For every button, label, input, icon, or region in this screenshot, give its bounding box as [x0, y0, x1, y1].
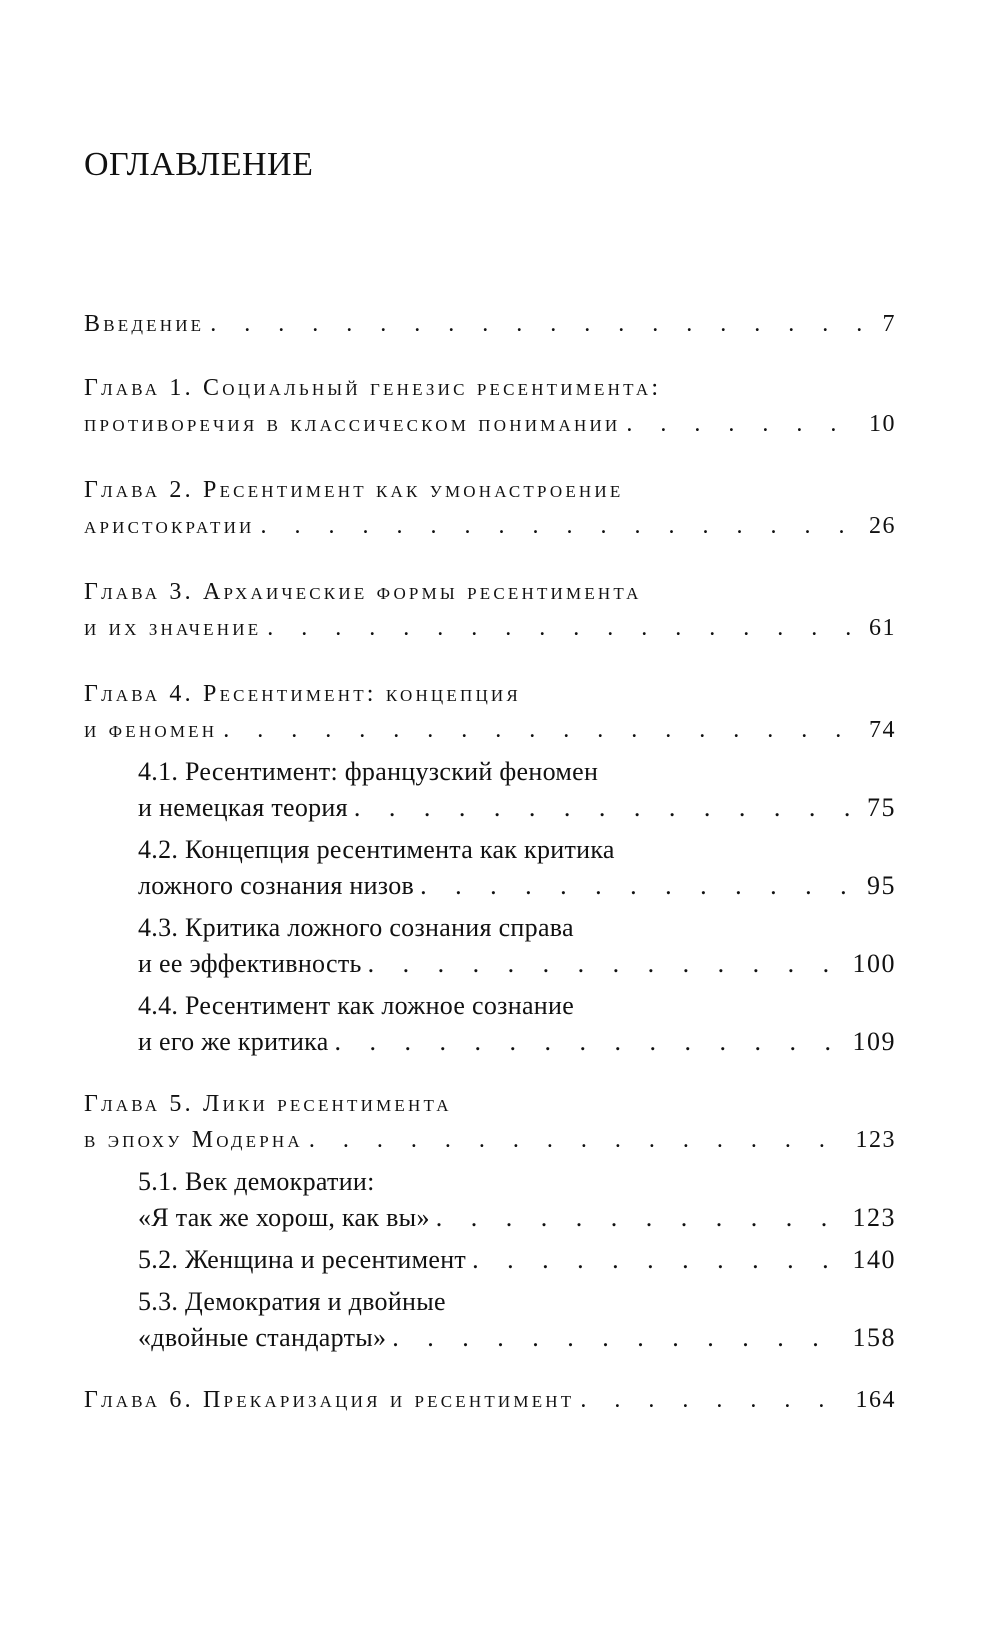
entry-title-continued: «Я так же хорош, как вы»	[138, 1203, 430, 1232]
page-title: ОГЛАВЛЕНИЕ	[84, 146, 314, 183]
entry-title: Глава 1. Социальный генезис ресентимента:	[84, 375, 662, 401]
dot-leader	[392, 1320, 846, 1356]
entry-title: 5.3. Демократия и двойные	[138, 1287, 446, 1316]
dot-leader	[354, 790, 861, 826]
page-number: 100	[852, 949, 896, 978]
dot-leader	[626, 406, 863, 442]
dot-leader	[420, 868, 861, 904]
entry-title: 5.1. Век демократии:	[138, 1167, 375, 1196]
entry-title: 4.3. Критика ложного сознания справа	[138, 913, 574, 942]
toc-entry-section-5-2[interactable]	[138, 1242, 896, 1278]
entry-title: 4.4. Ресентимент как ложное сознание	[138, 991, 575, 1020]
page-number: 61	[869, 615, 896, 641]
entry-title-continued: и его же критика	[138, 1027, 329, 1056]
page-number: 123	[855, 1127, 896, 1153]
page-number: 26	[869, 513, 896, 539]
toc-entry-section-5-1[interactable]	[138, 1164, 896, 1236]
toc-entry-chapter-6[interactable]	[84, 1382, 896, 1418]
entry-title-continued: и феномен	[84, 717, 218, 743]
toc-entry-chapter-3[interactable]	[84, 574, 896, 646]
page-number: 7	[882, 311, 896, 337]
dot-leader	[335, 1024, 847, 1060]
entry-title: Глава 4. Ресентимент: концепция	[84, 681, 521, 707]
toc-entry-chapter-2[interactable]	[84, 472, 896, 544]
page-number: 164	[855, 1387, 896, 1413]
page-number: 74	[869, 717, 896, 743]
entry-title-continued: «двойные стандарты»	[138, 1323, 387, 1352]
entry-title-continued: противоречия в классическом понимании	[84, 411, 621, 437]
page-number: 158	[852, 1323, 896, 1352]
dot-leader	[368, 946, 847, 982]
toc-entry-section-4-2[interactable]	[138, 832, 896, 904]
toc-entry-section-4-1[interactable]	[138, 754, 896, 826]
dot-leader	[436, 1200, 847, 1236]
page-number: 95	[867, 871, 896, 900]
entry-title: 4.2. Концепция ресентимента как критика	[138, 835, 615, 864]
toc-entry-chapter-5[interactable]	[84, 1086, 896, 1158]
toc-entry-section-5-3[interactable]	[138, 1284, 896, 1356]
dot-leader	[261, 508, 863, 544]
toc-entry-intro[interactable]	[84, 306, 896, 342]
entry-title-continued: и ее эффективность	[138, 949, 362, 978]
entry-title: Глава 2. Ресентимент как умонастроение	[84, 477, 624, 503]
page-number: 75	[867, 793, 896, 822]
entry-title: 4.1. Ресентимент: французский феномен	[138, 757, 599, 786]
dot-leader	[267, 610, 863, 646]
entry-title-continued: и немецкая теория	[138, 793, 348, 822]
entry-title: Глава 6. Прекаризация и ресентимент	[84, 1387, 575, 1413]
entry-title-continued: ложного сознания низов	[138, 871, 415, 900]
entry-title: 5.2. Женщина и ресентимент	[138, 1245, 467, 1274]
dot-leader	[580, 1382, 849, 1418]
entry-title: Введение	[84, 311, 205, 337]
dot-leader	[472, 1242, 846, 1278]
entry-title: Глава 3. Архаические формы ресентимента	[84, 579, 642, 605]
dot-leader	[309, 1122, 850, 1158]
dot-leader	[223, 712, 863, 748]
entry-title-continued: и их значение	[84, 615, 262, 641]
toc-entry-chapter-1[interactable]	[84, 370, 896, 442]
page-number: 123	[852, 1203, 896, 1232]
page-number: 10	[869, 411, 896, 437]
entry-title-continued: в эпоху Модерна	[84, 1127, 303, 1153]
dot-leader	[210, 306, 876, 342]
page-number: 140	[852, 1245, 896, 1274]
entry-title-continued: аристократии	[84, 513, 255, 539]
toc-entry-chapter-4[interactable]	[84, 676, 896, 748]
entry-title: Глава 5. Лики ресентимента	[84, 1091, 452, 1117]
toc-entry-section-4-4[interactable]	[138, 988, 896, 1060]
toc-entry-section-4-3[interactable]	[138, 910, 896, 982]
page-number: 109	[852, 1027, 896, 1056]
